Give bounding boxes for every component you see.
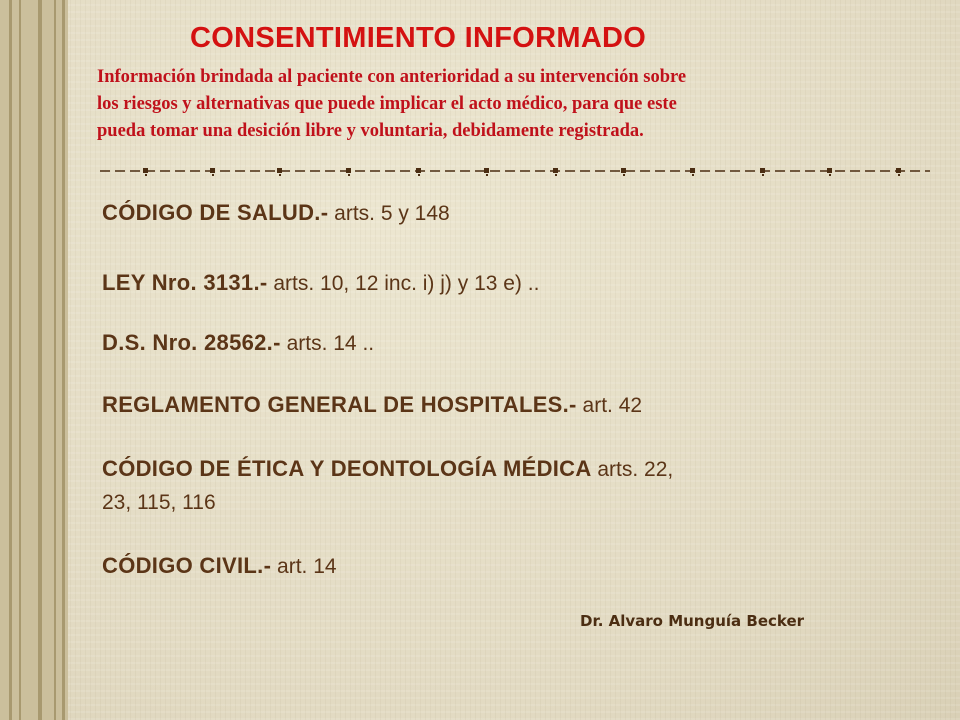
definition-line: Información brindada al paciente con anterioridad a su intervención sobre xyxy=(97,67,687,87)
divider-dots xyxy=(143,168,901,176)
law-articles: arts. 14 .. xyxy=(280,332,375,355)
law-name: LEY Nro. 3131.- xyxy=(102,270,268,295)
dashed-divider xyxy=(100,163,930,179)
law-articles: art. 42 xyxy=(576,394,643,417)
law-item xyxy=(102,326,374,360)
definition-paragraph xyxy=(97,64,897,145)
law-name: D.S. Nro. 28562.- xyxy=(102,330,281,355)
law-articles: arts. 5 y 148 xyxy=(328,202,450,225)
definition-line: pueda tomar una desición libre y voluntaria, debidamente registrada. xyxy=(97,121,644,141)
slide-title: CONSENTIMIENTO INFORMADO xyxy=(190,22,647,54)
law-item xyxy=(102,549,337,583)
law-item xyxy=(102,388,642,422)
definition-line: los riesgos y alternativas que puede implicar el acto médico, para que este xyxy=(97,94,677,114)
law-name: CÓDIGO CIVIL.- xyxy=(102,553,272,578)
law-articles: arts. 10, 12 inc. i) j) y 13 e) .. xyxy=(267,272,540,295)
law-name: CÓDIGO DE ÉTICA Y DEONTOLOGÍA MÉDICA xyxy=(102,456,592,481)
law-name: REGLAMENTO GENERAL DE HOSPITALES.- xyxy=(102,392,577,417)
law-articles: art. 14 xyxy=(271,555,337,578)
law-articles-continuation: 23, 115, 116 xyxy=(102,491,216,514)
law-item xyxy=(102,266,539,300)
law-name: CÓDIGO DE SALUD.- xyxy=(102,200,329,225)
law-item xyxy=(102,452,673,519)
law-articles: arts. 22, xyxy=(591,458,674,481)
author-signature: Dr. Alvaro Munguía Becker xyxy=(580,612,805,630)
law-item xyxy=(102,196,450,230)
